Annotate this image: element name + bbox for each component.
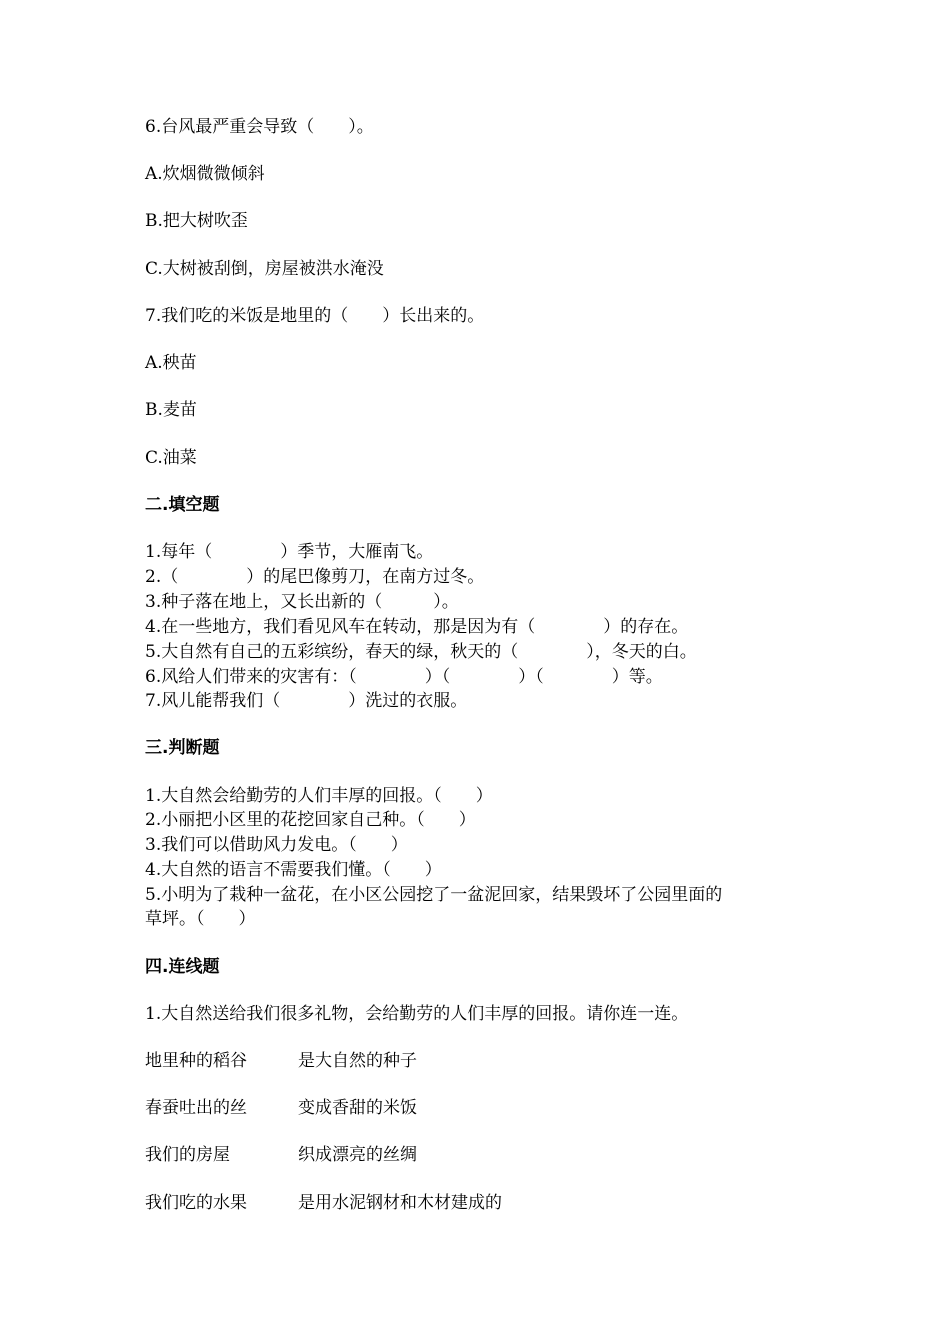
judge-item: 4.大自然的语言不需要我们懂。（ ） xyxy=(145,860,442,880)
match-heading: 四.连线题 xyxy=(145,957,220,977)
q6-option-c: C.大树被刮倒，房屋被洪水淹没 xyxy=(145,259,384,279)
fill-item: 2.（ ）的尾巴像剪刀，在南方过冬。 xyxy=(145,567,485,587)
match-right-item[interactable]: 是用水泥钢材和木材建成的 xyxy=(298,1193,502,1213)
q7-option-b: B.麦苗 xyxy=(145,400,197,420)
q6-option-b: B.把大树吹歪 xyxy=(145,211,248,231)
match-left-item[interactable]: 我们吃的水果 xyxy=(145,1193,247,1213)
match-right-item[interactable]: 织成漂亮的丝绸 xyxy=(298,1145,417,1165)
match-left-item[interactable]: 春蚕吐出的丝 xyxy=(145,1098,247,1118)
judge-item: 3.我们可以借助风力发电。（ ） xyxy=(145,835,408,855)
fill-item: 7.风儿能帮我们（ ）洗过的衣服。 xyxy=(145,691,468,711)
match-right-item[interactable]: 是大自然的种子 xyxy=(298,1051,417,1071)
judge-item-continued: 草坪。（ ） xyxy=(145,909,256,929)
judge-item: 5.小明为了栽种一盆花，在小区公园挖了一盆泥回家，结果毁坏了公园里面的 xyxy=(145,885,723,905)
judge-item: 1.大自然会给勤劳的人们丰厚的回报。（ ） xyxy=(145,786,493,806)
match-right-item[interactable]: 变成香甜的米饭 xyxy=(298,1098,417,1118)
fill-item: 4.在一些地方，我们看见风车在转动，那是因为有（ ）的存在。 xyxy=(145,617,689,637)
judge-item: 2.小丽把小区里的花挖回家自己种。（ ） xyxy=(145,810,476,830)
question-6: 6.台风最严重会导致（ ）。 xyxy=(145,117,374,137)
match-prompt: 1.大自然送给我们很多礼物，会给勤劳的人们丰厚的回报。请你连一连。 xyxy=(145,1004,689,1024)
match-left-item[interactable]: 我们的房屋 xyxy=(145,1145,230,1165)
match-left-item[interactable]: 地里种的稻谷 xyxy=(145,1051,247,1071)
q7-option-c: C.油菜 xyxy=(145,448,197,468)
fill-item: 3.种子落在地上，又长出新的（ ）。 xyxy=(145,592,459,612)
fill-item: 5.大自然有自己的五彩缤纷，春天的绿，秋天的（ ），冬天的白。 xyxy=(145,642,697,662)
q7-option-a: A.秧苗 xyxy=(145,353,197,373)
fill-heading: 二.填空题 xyxy=(145,495,220,515)
judge-heading: 三.判断题 xyxy=(145,738,220,758)
question-7: 7.我们吃的米饭是地里的（ ）长出来的。 xyxy=(145,306,485,326)
fill-item: 1.每年（ ）季节，大雁南飞。 xyxy=(145,542,434,562)
q6-option-a: A.炊烟微微倾斜 xyxy=(145,164,265,184)
fill-item: 6.风给人们带来的灾害有：（ ）（ ）（ ）等。 xyxy=(145,667,663,687)
